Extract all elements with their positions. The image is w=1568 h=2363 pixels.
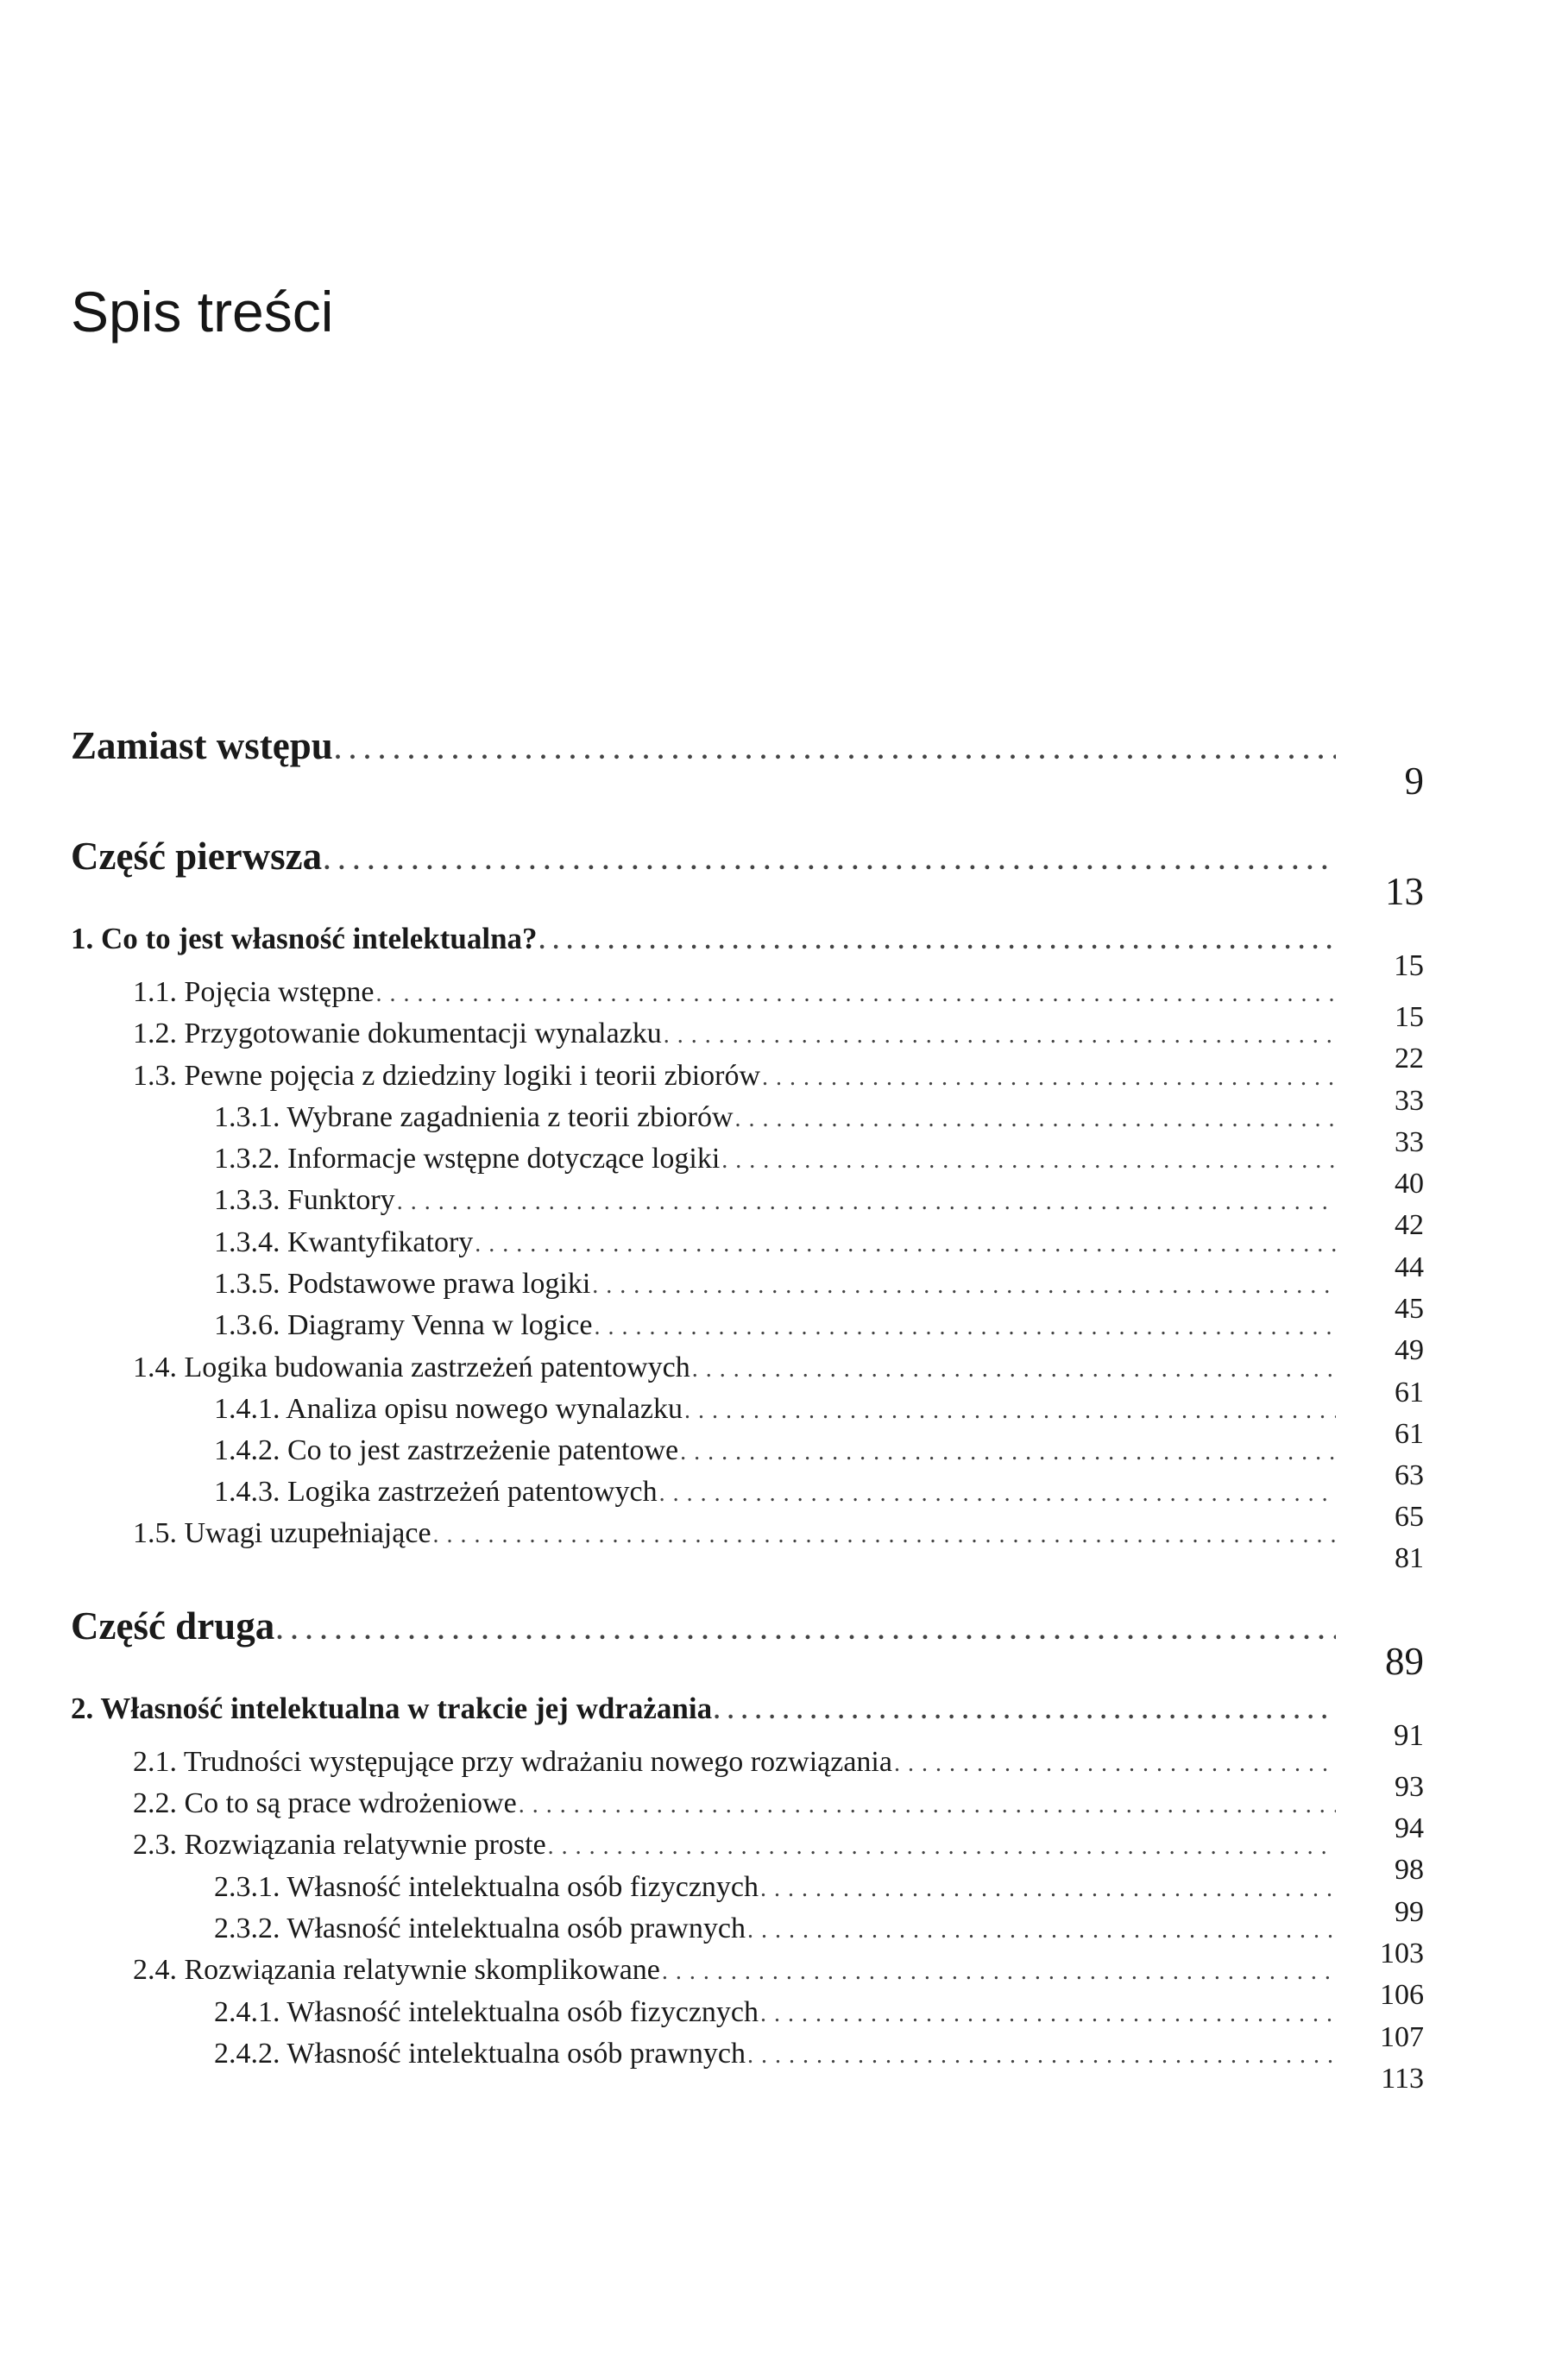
dot-leader <box>659 1480 1336 1508</box>
dot-leader <box>594 1314 1336 1341</box>
toc-entry-label: 1. Co to jest własność intelektualna? <box>71 922 538 955</box>
toc-entry-page-number: 15 <box>1395 1001 1424 1033</box>
page-title: Spis treści <box>71 280 334 343</box>
toc-entry-section-1-5[interactable] <box>133 1517 1424 1574</box>
toc-entry-page-number: 33 <box>1395 1085 1424 1117</box>
dot-leader <box>680 1439 1336 1466</box>
toc-entry-subsection-2-4-2[interactable] <box>214 2038 1424 2095</box>
toc-entry-part-two[interactable] <box>71 1604 1424 1683</box>
toc-entry-page-number: 61 <box>1395 1377 1424 1408</box>
toc-entry-subsection-1-3-3[interactable] <box>214 1184 1424 1241</box>
toc-entry-subsection-1-4-2[interactable] <box>214 1434 1424 1491</box>
dot-leader <box>539 928 1336 955</box>
dot-leader <box>433 1522 1336 1549</box>
dot-leader <box>376 980 1337 1008</box>
toc-entry-label: 2.3.1. Własność intelektualna osób fizycznych <box>214 1871 759 1903</box>
toc-entry-section-2-3[interactable] <box>133 1829 1424 1886</box>
toc-entry-page-number: 107 <box>1380 2021 1424 2053</box>
toc-entry-page-number: 22 <box>1395 1043 1424 1074</box>
toc-entry-section-1-1[interactable] <box>133 976 1424 1033</box>
toc-entry-label: 1.3.2. Informacje wstępne dotyczące logiki <box>214 1143 721 1175</box>
dot-leader <box>475 1231 1336 1258</box>
toc-entry-page-number: 99 <box>1395 1896 1424 1928</box>
toc-entry-label: 1.3. Pewne pojęcia z dziedziny logiki i teorii zbiorów <box>133 1060 761 1092</box>
dot-leader <box>692 1356 1336 1383</box>
toc-entry-label: 2. Własność intelektualna w trakcie jej wdrażania <box>71 1692 713 1725</box>
toc-entry-page-number: 45 <box>1395 1293 1424 1325</box>
toc-entry-page-number: 98 <box>1395 1854 1424 1886</box>
toc-entry-section-2-2[interactable] <box>133 1787 1424 1844</box>
toc-entry-subsection-2-3-2[interactable] <box>214 1912 1424 1969</box>
toc-entry-section-1-4[interactable] <box>133 1352 1424 1408</box>
toc-entry-chapter-2[interactable] <box>71 1692 1424 1752</box>
toc-entry-page-number: 42 <box>1395 1209 1424 1241</box>
dot-leader <box>747 2042 1336 2070</box>
toc-entry-label: 1.3.6. Diagramy Venna w logice <box>214 1309 593 1341</box>
dot-leader <box>714 1698 1336 1725</box>
toc-entry-label: 1.5. Uwagi uzupełniające <box>133 1517 431 1549</box>
toc-entry-page-number: 81 <box>1395 1542 1424 1574</box>
toc-entry-page-number: 44 <box>1395 1251 1424 1283</box>
dot-leader <box>684 1397 1336 1425</box>
dot-leader <box>735 1106 1336 1133</box>
dot-leader <box>762 1064 1336 1092</box>
toc-entry-page-number: 61 <box>1395 1418 1424 1450</box>
toc-entry-label: 2.3. Rozwiązania relatywnie proste <box>133 1829 546 1861</box>
toc-entry-label: 1.3.4. Kwantyfikatory <box>214 1226 474 1258</box>
toc-entry-page-number: 113 <box>1381 2063 1424 2095</box>
dot-leader <box>397 1188 1336 1216</box>
toc-entry-page-number: 65 <box>1395 1501 1424 1533</box>
toc-entry-label: 2.2. Co to są prace wdrożeniowe <box>133 1787 517 1819</box>
toc-entry-section-1-2[interactable] <box>133 1018 1424 1074</box>
toc-entry-label: Część pierwsza <box>71 835 323 878</box>
toc-entry-label: 2.4. Rozwiązania relatywnie skomplikowane <box>133 1954 660 1986</box>
toc-entry-label: 1.3.3. Funktory <box>214 1184 395 1216</box>
toc-entry-label: 1.3.1. Wybrane zagadnienia z teorii zbiorów <box>214 1101 734 1133</box>
toc-entry-page-number: 91 <box>1394 1718 1424 1752</box>
dot-leader <box>548 1833 1336 1861</box>
dot-leader <box>760 2001 1336 2028</box>
toc-entry-label: 1.4.2. Co to jest zastrzeżenie patentowe <box>214 1434 679 1466</box>
toc-entry-subsection-1-3-1[interactable] <box>214 1101 1424 1158</box>
toc-entry-subsection-1-3-4[interactable] <box>214 1226 1424 1283</box>
toc-entry-page-number: 94 <box>1395 1812 1424 1844</box>
toc-entry-label: 1.3.5. Podstawowe prawa logiki <box>214 1268 591 1300</box>
dot-leader <box>664 1022 1336 1049</box>
toc-entry-page-number: 89 <box>1385 1640 1424 1683</box>
toc-entry-subsection-2-4-1[interactable] <box>214 1996 1424 2053</box>
toc-entry-subsection-1-3-6[interactable] <box>214 1309 1424 1366</box>
toc-entry-label: 2.3.2. Własność intelektualna osób prawnych <box>214 1912 746 1944</box>
toc-entry-page-number: 33 <box>1395 1126 1424 1158</box>
toc-entry-label: 2.4.2. Własność intelektualna osób prawnych <box>214 2038 746 2070</box>
dot-leader <box>276 1616 1336 1646</box>
toc-entry-page-number: 103 <box>1380 1938 1424 1969</box>
toc-entry-part-one[interactable] <box>71 834 1424 913</box>
toc-entry-label: 1.4. Logika budowania zastrzeżeń patentowych <box>133 1352 690 1383</box>
toc-entry-page-number: 9 <box>1404 759 1424 803</box>
dot-leader <box>519 1792 1336 1819</box>
toc-entry-page-number: 106 <box>1380 1979 1424 2011</box>
dot-leader <box>592 1272 1336 1300</box>
toc-entry-label: 1.1. Pojęcia wstępne <box>133 976 375 1008</box>
toc-entry-page-number: 49 <box>1395 1334 1424 1366</box>
toc-entry-label: 1.4.1. Analiza opisu nowego wynalazku <box>214 1393 683 1425</box>
dot-leader <box>894 1750 1336 1778</box>
toc-entry-label: Zamiast wstępu <box>71 724 333 767</box>
toc-entry-label: 2.1. Trudności występujące przy wdrażaniu nowego rozwiązania <box>133 1746 892 1778</box>
toc-entry-label: 2.4.1. Własność intelektualna osób fizycznych <box>214 1996 759 2028</box>
toc-entry-page-number: 40 <box>1395 1168 1424 1200</box>
dot-leader <box>747 1917 1336 1944</box>
dot-leader <box>662 1958 1336 1986</box>
dot-leader <box>335 736 1336 766</box>
toc-entry-introduction[interactable] <box>71 723 1424 803</box>
toc-entry-label: Część druga <box>71 1604 275 1648</box>
toc-entry-page-number: 15 <box>1394 948 1424 982</box>
toc-entry-page-number: 63 <box>1395 1459 1424 1491</box>
dot-leader <box>721 1147 1336 1175</box>
toc-entry-section-2-4[interactable] <box>133 1954 1424 2011</box>
toc-entry-subsection-1-4-3[interactable] <box>214 1476 1424 1533</box>
dot-leader <box>760 1875 1336 1903</box>
toc-entry-chapter-1[interactable] <box>71 922 1424 982</box>
toc-entry-page-number: 93 <box>1395 1771 1424 1803</box>
dot-leader <box>324 847 1336 876</box>
toc-entry-label: 1.4.3. Logika zastrzeżeń patentowych <box>214 1476 658 1508</box>
toc-entry-page-number: 13 <box>1385 870 1424 913</box>
toc-entry-label: 1.2. Przygotowanie dokumentacji wynalazku <box>133 1018 662 1049</box>
